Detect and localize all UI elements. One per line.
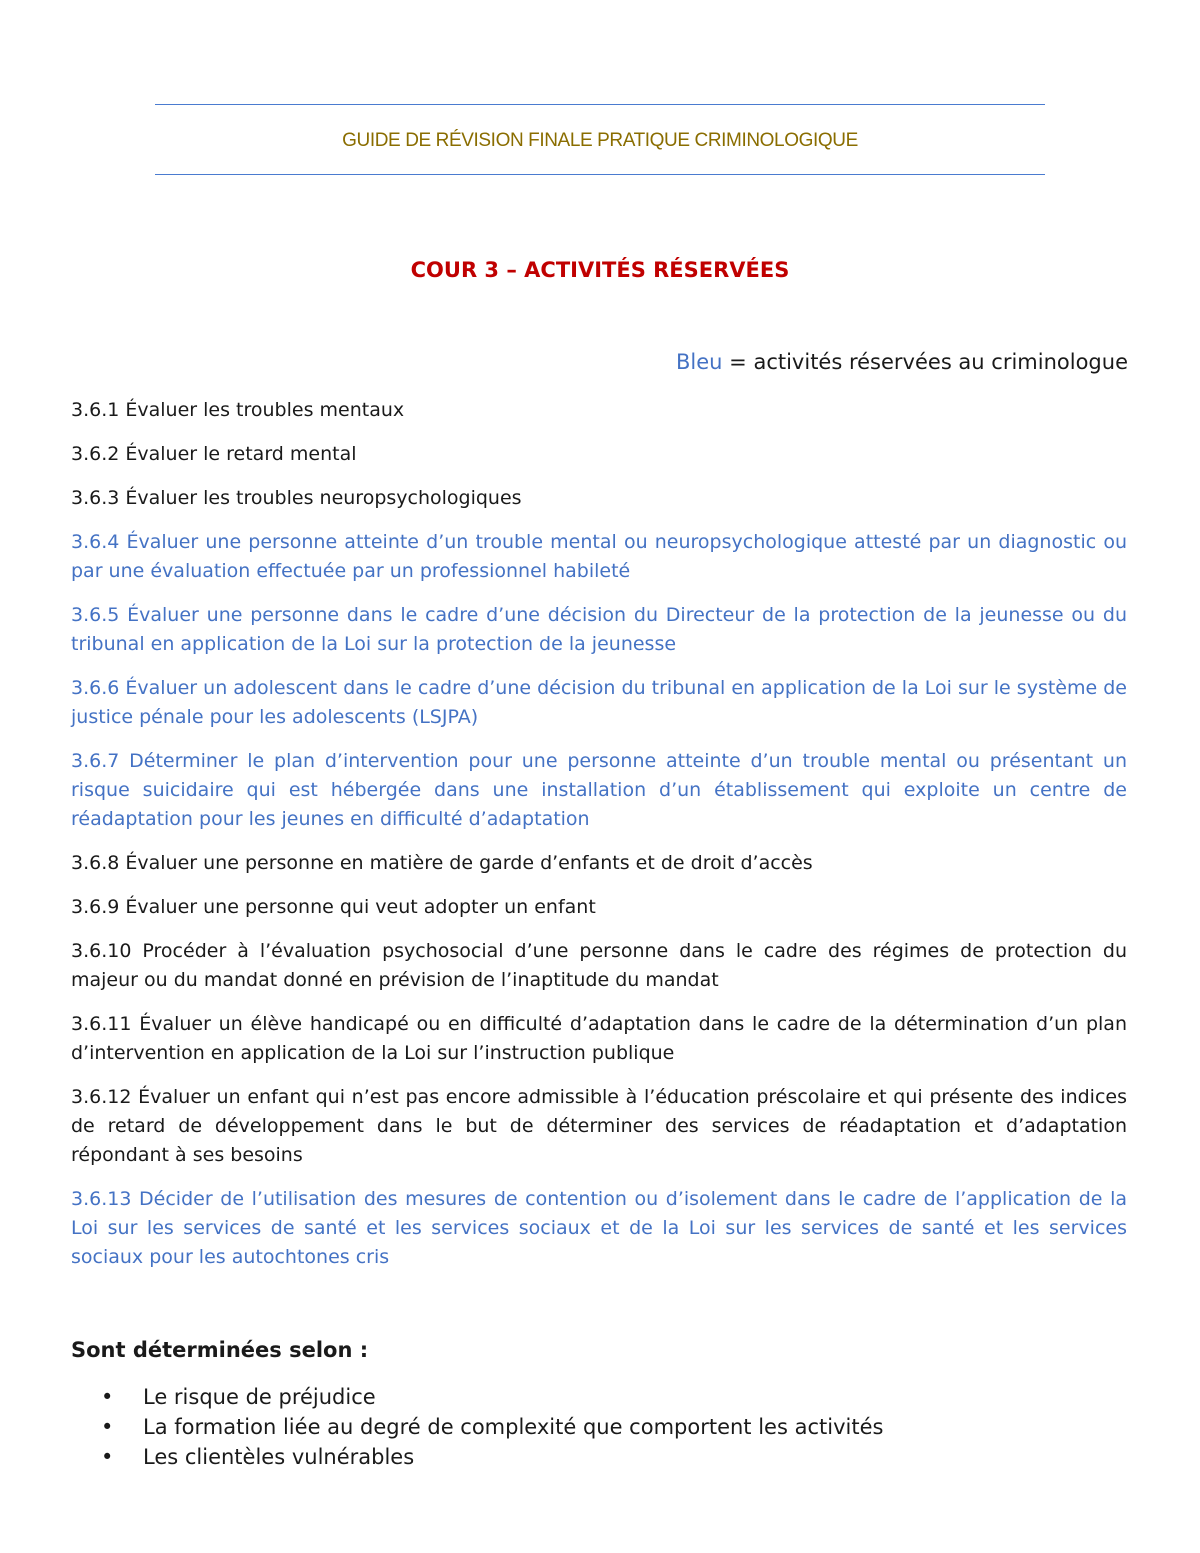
color-legend (676, 350, 1128, 374)
criteria-item-text: La formation liée au degré de complexité que comportent les activités (143, 1415, 884, 1439)
legend-color-word: Bleu (676, 350, 723, 374)
header-title: GUIDE DE RÉVISION FINALE PRATIQUE CRIMINOLOGIQUE (342, 130, 858, 151)
activity-item: 3.6.1 Évaluer les troubles mentaux (71, 399, 405, 421)
activity-item: 3.6.4 Évaluer une personne atteinte d’un trouble mental ou neuropsychologique attesté par un diagnostic ou par une évaluation effectuée par un professionnel habileté (71, 531, 1127, 582)
activity-item: 3.6.10 Procéder à l’évaluation psychosocial d’une personne dans le cadre des régimes de protection du majeur ou du mandat donné en prévision de l’inaptitude du mandat (71, 940, 1127, 991)
criteria-item-text: Les clientèles vulnérables (143, 1445, 415, 1469)
header-top-rule (155, 104, 1045, 105)
activity-item: 3.6.9 Évaluer une personne qui veut adopter un enfant (71, 896, 596, 918)
activity-item: 3.6.2 Évaluer le retard mental (71, 443, 357, 465)
criteria-list (71, 1382, 883, 1472)
criteria-heading: Sont déterminées selon : (71, 1338, 369, 1362)
legend-description: = activités réservées au criminologue (722, 350, 1128, 374)
criteria-item-text: Le risque de préjudice (143, 1385, 376, 1409)
activity-item: 3.6.3 Évaluer les troubles neuropsychologiques (71, 487, 522, 509)
activity-item: 3.6.12 Évaluer un enfant qui n’est pas encore admissible à l’éducation préscolaire et qui présente des indices de retard de développement dans le but de déterminer des services de réadaptation et d’adaptation répondant à ses besoins (71, 1086, 1127, 1166)
activity-item: 3.6.5 Évaluer une personne dans le cadre d’une décision du Directeur de la protection de la jeunesse ou du tribunal en application de la Loi sur la protection de la jeunesse (71, 604, 1127, 655)
page-header (155, 104, 1045, 176)
bullet-icon: • (101, 1385, 114, 1409)
course-title: COUR 3 – ACTIVITÉS RÉSERVÉES (410, 258, 790, 282)
criteria-item (71, 1382, 883, 1412)
activity-item: 3.6.6 Évaluer un adolescent dans le cadre d’une décision du tribunal en application de la Loi sur le système de justice pénale pour les adolescents (LSJPA) (71, 677, 1127, 728)
activity-item: 3.6.13 Décider de l’utilisation des mesures de contention ou d’isolement dans le cadre de l’application de la Loi sur les services de santé et les services sociaux et de la Loi sur les services de santé et les services sociaux pour les autochtones cris (71, 1188, 1127, 1268)
activity-list (71, 396, 1127, 1287)
bullet-icon: • (101, 1415, 114, 1439)
activity-item: 3.6.8 Évaluer une personne en matière de garde d’enfants et de droit d’accès (71, 852, 813, 874)
activity-item: 3.6.11 Évaluer un élève handicapé ou en difficulté d’adaptation dans le cadre de la détermination d’un plan d’intervention en application de la Loi sur l’instruction publique (71, 1013, 1127, 1064)
bullet-icon: • (101, 1445, 114, 1469)
activity-item: 3.6.7 Déterminer le plan d’intervention pour une personne atteinte d’un trouble mental ou présentant un risque suicidaire qui est hébergée dans une installation d’un établissement qui exploite un centre de réadaptation pour les jeunes en difficulté d’adaptation (71, 750, 1127, 830)
criteria-item (71, 1442, 883, 1472)
criteria-item (71, 1412, 883, 1442)
header-bottom-rule (155, 174, 1045, 175)
